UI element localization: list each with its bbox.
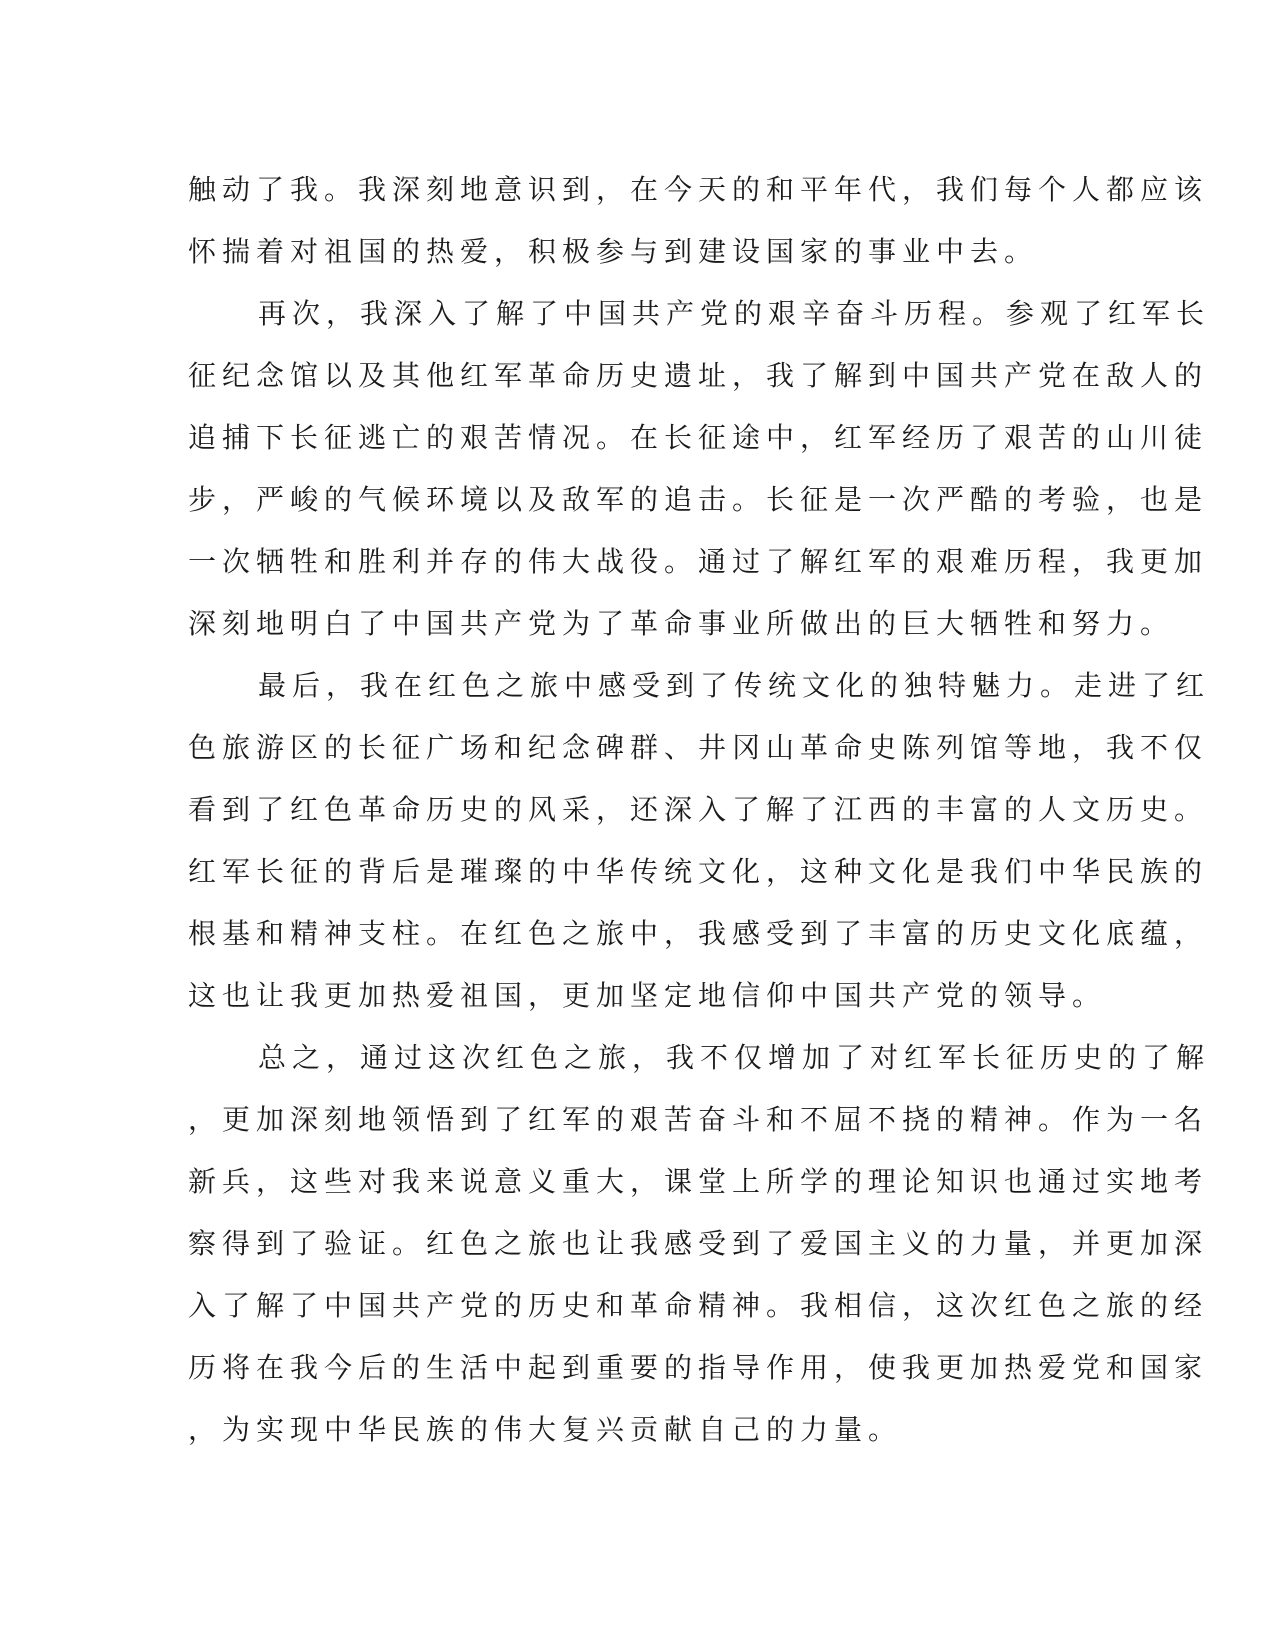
paragraph-start-line: 再次，我深入了解了中国共产党的艰辛奋斗历程。参观了红军长 bbox=[258, 297, 1211, 330]
text-line: 触动了我。我深刻地意识到，在今天的和平年代，我们每个人都应该 bbox=[188, 173, 1209, 206]
text-line: 根基和精神支柱。在红色之旅中，我感受到了丰富的历史文化底蕴， bbox=[188, 917, 1209, 950]
text-line: 色旅游区的长征广场和纪念碑群、井冈山革命史陈列馆等地，我不仅 bbox=[188, 731, 1209, 764]
text-line: ，为实现中华民族的伟大复兴贡献自己的力量。 bbox=[188, 1413, 903, 1446]
text-line: 新兵，这些对我来说意义重大，课堂上所学的理论知识也通过实地考 bbox=[188, 1165, 1209, 1198]
paragraph-start-line: 总之，通过这次红色之旅，我不仅增加了对红军长征历史的了解 bbox=[258, 1041, 1211, 1074]
text-line: 历将在我今后的生活中起到重要的指导作用，使我更加热爱党和国家 bbox=[188, 1351, 1209, 1384]
text-line: 深刻地明白了中国共产党为了革命事业所做出的巨大牺牲和努力。 bbox=[188, 607, 1175, 640]
body-text bbox=[188, 159, 1211, 1461]
text-line: 一次牺牲和胜利并存的伟大战役。通过了解红军的艰难历程，我更加 bbox=[188, 545, 1209, 578]
text-line: 怀揣着对祖国的热爱，积极参与到建设国家的事业中去。 bbox=[188, 235, 1039, 268]
paragraph-start-line: 最后，我在红色之旅中感受到了传统文化的独特魅力。走进了红 bbox=[258, 669, 1211, 702]
text-line: 征纪念馆以及其他红军革命历史遗址，我了解到中国共产党在敌人的 bbox=[188, 359, 1209, 392]
text-line: 红军长征的背后是璀璨的中华传统文化，这种文化是我们中华民族的 bbox=[188, 855, 1209, 888]
text-line: ，更加深刻地领悟到了红军的艰苦奋斗和不屈不挠的精神。作为一名 bbox=[188, 1103, 1209, 1136]
text-line: 步，严峻的气候环境以及敌军的追击。长征是一次严酷的考验，也是 bbox=[188, 483, 1209, 516]
text-line: 这也让我更加热爱祖国，更加坚定地信仰中国共产党的领导。 bbox=[188, 979, 1107, 1012]
text-line: 察得到了验证。红色之旅也让我感受到了爱国主义的力量，并更加深 bbox=[188, 1227, 1209, 1260]
text-line: 追捕下长征逃亡的艰苦情况。在长征途中，红军经历了艰苦的山川徒 bbox=[188, 421, 1209, 454]
text-line: 入了解了中国共产党的历史和革命精神。我相信，这次红色之旅的经 bbox=[188, 1289, 1209, 1322]
text-line: 看到了红色革命历史的风采，还深入了解了江西的丰富的人文历史。 bbox=[188, 793, 1209, 826]
